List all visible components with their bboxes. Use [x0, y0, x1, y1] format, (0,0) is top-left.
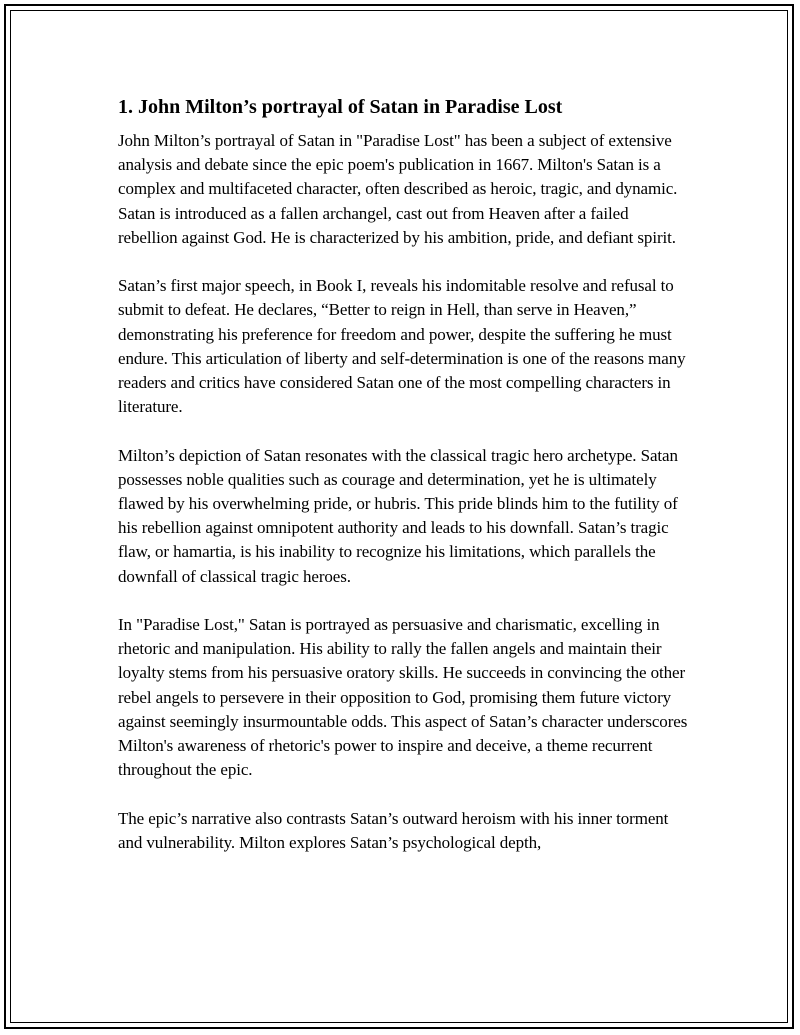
paragraph-1: John Milton’s portrayal of Satan in "Paradise Lost" has been a subject of extensive analysis and debate since the epic poem's publication in 1667. Milton's Satan is a complex and multifaceted character, often described as heroic, tragic, and dynamic. Satan is introduced as a fallen archangel, cast out from Heaven after a failed rebellion against God. He is characterized by his ambition, pride, and defiant spirit.	[118, 131, 678, 247]
section-heading: 1. John Milton’s portrayal of Satan in Paradise Lost	[118, 96, 563, 118]
paragraph-3: Milton’s depiction of Satan resonates with the classical tragic hero archetype. Satan possesses noble qualities such as courage and determination, yet he is ultimately flawed by his overwhelming pride, or hubris. This pride blinds him to the futility of his rebellion against omnipotent authority and leads to his downfall. Satan’s tragic flaw, or hamartia, is his inability to recognize his limitations, which parallels the downfall of classical tragic heroes.	[118, 445, 678, 586]
paragraph-5: The epic’s narrative also contrasts Satan’s outward heroism with his inner torment and vulnerability. Milton explores Satan’s psychological depth,	[118, 808, 669, 852]
document-body	[118, 94, 688, 879]
paragraph-4: In "Paradise Lost," Satan is portrayed as persuasive and charismatic, excelling in rhetoric and manipulation. His ability to rally the fallen angels and maintain their loyalty stems from his persuasive oratory skills. He succeeds in convincing the other rebel angels to persevere in their opposition to God, promising them future victory against seemingly insurmountable odds. This aspect of Satan’s character underscores Milton's awareness of rhetoric's power to inspire and deceive, a theme recurrent throughout the epic.	[118, 615, 688, 780]
paragraph-2: Satan’s first major speech, in Book I, reveals his indomitable resolve and refusal to submit to defeat. He declares, “Better to reign in Hell, than serve in Heaven,” demonstrating his preference for freedom and power, despite the suffering he must endure. This articulation of liberty and self-determination is one of the reasons many readers and critics have considered Satan one of the most compelling characters in literature.	[118, 276, 686, 417]
